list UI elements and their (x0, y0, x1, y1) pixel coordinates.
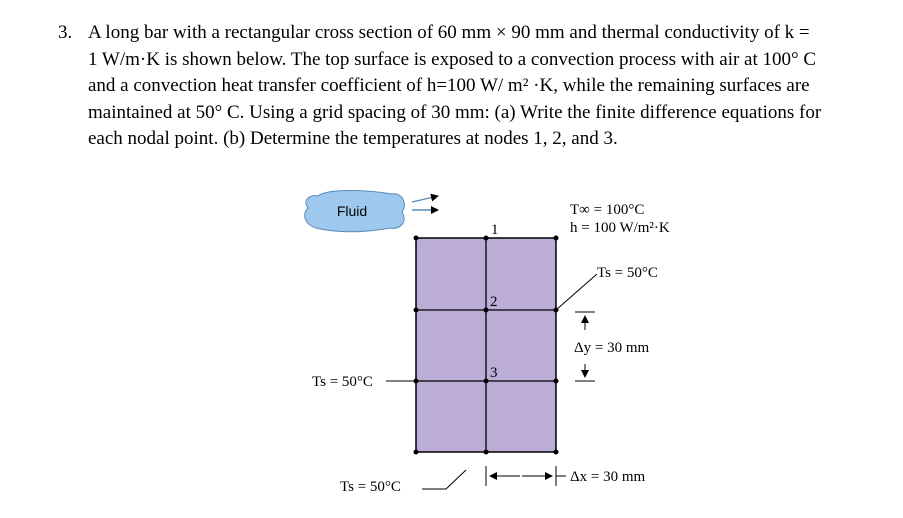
problem-line-1: A long bar with a rectangular cross section of 60 mm × 90 mm and thermal conductivity of k = (88, 22, 810, 43)
ts-right-label: Ts = 50°C (597, 265, 658, 281)
flow-arrows (412, 196, 438, 210)
ts-bottom-label: Ts = 50°C (340, 479, 401, 495)
node-2-label: 2 (490, 294, 498, 310)
fluid-label: Fluid (336, 203, 368, 219)
dx-label: Δx = 30 mm (570, 469, 646, 485)
problem-line-5: each nodal point. (b) Determine the temperatures at nodes 1, 2, and 3. (88, 128, 618, 149)
ts-left-label: Ts = 50°C (312, 374, 373, 390)
problem-number: 3. (58, 22, 73, 43)
t-infinity-label: T∞ = 100°C (570, 202, 645, 218)
ts-right-leader (556, 274, 597, 310)
node-3-label: 3 (490, 365, 498, 381)
node-1-label: 1 (491, 222, 499, 238)
h-label: h = 100 W/m²·K (570, 220, 670, 236)
dy-label: Δy = 30 mm (574, 340, 650, 356)
ts-bottom-leader (422, 470, 466, 489)
problem-line-4: maintained at 50° C. Using a grid spacing of 30 mm: (a) Write the finite difference equations for (88, 101, 822, 123)
problem-line-3: and a convection heat transfer coefficient of h=100 W/ m² ·K, while the remaining surfaces are (88, 75, 810, 96)
fluid-cloud (305, 191, 405, 232)
dx-dimension (486, 466, 566, 486)
problem-line-2: 1 W/m·K is shown below. The top surface is exposed to a convection process with air at 100° C (88, 48, 817, 70)
